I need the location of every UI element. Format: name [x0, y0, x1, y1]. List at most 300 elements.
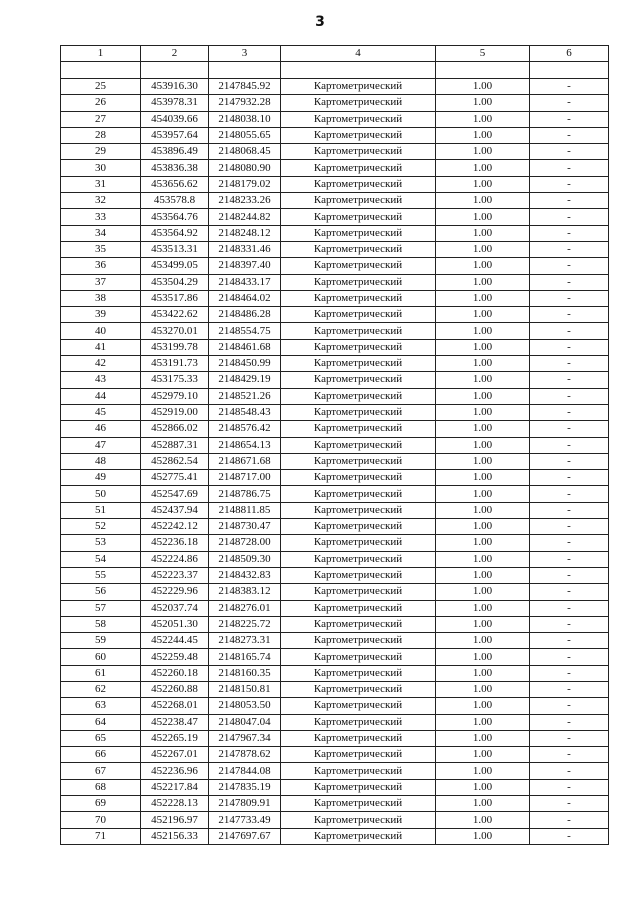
method-cell: Картометрический [281, 486, 436, 502]
x-coordinate-cell: 452217.84 [141, 779, 209, 795]
note-cell: - [530, 404, 609, 420]
y-coordinate-cell: 2147844.08 [209, 763, 281, 779]
point-number-cell: 38 [61, 290, 141, 306]
point-number-cell: 30 [61, 160, 141, 176]
y-coordinate-cell: 2148486.28 [209, 307, 281, 323]
method-cell: Картометрический [281, 144, 436, 160]
note-cell: - [530, 372, 609, 388]
point-number-cell: 48 [61, 453, 141, 469]
method-cell: Картометрический [281, 535, 436, 551]
method-cell: Картометрический [281, 127, 436, 143]
method-cell: Картометрический [281, 779, 436, 795]
y-coordinate-cell: 2147967.34 [209, 730, 281, 746]
method-cell: Картометрический [281, 828, 436, 844]
table-row [61, 763, 609, 779]
accuracy-cell: 1.00 [436, 730, 530, 746]
table-row [61, 616, 609, 632]
note-cell: - [530, 714, 609, 730]
note-cell: - [530, 144, 609, 160]
note-cell: - [530, 323, 609, 339]
method-cell: Картометрический [281, 763, 436, 779]
y-coordinate-cell: 2148053.50 [209, 698, 281, 714]
note-cell: - [530, 388, 609, 404]
x-coordinate-cell: 453836.38 [141, 160, 209, 176]
y-coordinate-cell: 2148038.10 [209, 111, 281, 127]
method-cell: Картометрический [281, 698, 436, 714]
accuracy-cell: 1.00 [436, 127, 530, 143]
y-coordinate-cell: 2147845.92 [209, 79, 281, 95]
note-cell: - [530, 584, 609, 600]
point-number-cell: 35 [61, 241, 141, 257]
point-number-cell: 51 [61, 502, 141, 518]
y-coordinate-cell: 2148671.68 [209, 453, 281, 469]
table-row [61, 681, 609, 697]
method-cell: Картометрический [281, 421, 436, 437]
y-coordinate-cell: 2148165.74 [209, 649, 281, 665]
accuracy-cell: 1.00 [436, 763, 530, 779]
table-row [61, 665, 609, 681]
accuracy-cell: 1.00 [436, 356, 530, 372]
method-cell: Картометрический [281, 193, 436, 209]
x-coordinate-cell: 452775.41 [141, 470, 209, 486]
x-coordinate-cell: 454039.66 [141, 111, 209, 127]
note-cell: - [530, 796, 609, 812]
table-row [61, 779, 609, 795]
table-header [61, 46, 609, 62]
x-coordinate-cell: 453978.31 [141, 95, 209, 111]
accuracy-cell: 1.00 [436, 584, 530, 600]
note-cell: - [530, 437, 609, 453]
x-coordinate-cell: 453199.78 [141, 339, 209, 355]
table-row [61, 372, 609, 388]
point-number-cell: 49 [61, 470, 141, 486]
method-cell: Картометрический [281, 339, 436, 355]
note-cell: - [530, 616, 609, 632]
x-coordinate-cell: 452259.48 [141, 649, 209, 665]
y-coordinate-cell: 2148554.75 [209, 323, 281, 339]
y-coordinate-cell: 2148055.65 [209, 127, 281, 143]
accuracy-cell: 1.00 [436, 176, 530, 192]
table-body [61, 62, 609, 845]
y-coordinate-cell: 2148244.82 [209, 209, 281, 225]
table-row [61, 421, 609, 437]
note-cell: - [530, 600, 609, 616]
point-number-cell: 57 [61, 600, 141, 616]
note-cell: - [530, 339, 609, 355]
y-coordinate-cell: 2148654.13 [209, 437, 281, 453]
method-cell: Картометрический [281, 502, 436, 518]
header-cell: 6 [530, 46, 609, 62]
accuracy-cell: 1.00 [436, 600, 530, 616]
y-coordinate-cell: 2148160.35 [209, 665, 281, 681]
empty-cell [436, 62, 530, 79]
note-cell: - [530, 356, 609, 372]
y-coordinate-cell: 2148461.68 [209, 339, 281, 355]
x-coordinate-cell: 453578.8 [141, 193, 209, 209]
method-cell: Картометрический [281, 323, 436, 339]
method-cell: Картометрический [281, 404, 436, 420]
table-row [61, 796, 609, 812]
table-row [61, 600, 609, 616]
empty-cell [530, 62, 609, 79]
y-coordinate-cell: 2148248.12 [209, 225, 281, 241]
x-coordinate-cell: 453564.76 [141, 209, 209, 225]
point-number-cell: 50 [61, 486, 141, 502]
y-coordinate-cell: 2148233.26 [209, 193, 281, 209]
note-cell: - [530, 193, 609, 209]
header-cell: 2 [141, 46, 209, 62]
point-number-cell: 67 [61, 763, 141, 779]
x-coordinate-cell: 452037.74 [141, 600, 209, 616]
point-number-cell: 68 [61, 779, 141, 795]
method-cell: Картометрический [281, 470, 436, 486]
point-number-cell: 44 [61, 388, 141, 404]
y-coordinate-cell: 2148276.01 [209, 600, 281, 616]
header-cell: 1 [61, 46, 141, 62]
note-cell: - [530, 567, 609, 583]
y-coordinate-cell: 2148450.99 [209, 356, 281, 372]
note-cell: - [530, 665, 609, 681]
x-coordinate-cell: 452238.47 [141, 714, 209, 730]
point-number-cell: 70 [61, 812, 141, 828]
accuracy-cell: 1.00 [436, 290, 530, 306]
method-cell: Картометрический [281, 372, 436, 388]
table-row [61, 111, 609, 127]
point-number-cell: 46 [61, 421, 141, 437]
method-cell: Картометрический [281, 584, 436, 600]
table-row [61, 437, 609, 453]
method-cell: Картометрический [281, 681, 436, 697]
accuracy-cell: 1.00 [436, 388, 530, 404]
point-number-cell: 64 [61, 714, 141, 730]
accuracy-cell: 1.00 [436, 372, 530, 388]
method-cell: Картометрический [281, 567, 436, 583]
empty-cell [141, 62, 209, 79]
x-coordinate-cell: 452547.69 [141, 486, 209, 502]
point-number-cell: 32 [61, 193, 141, 209]
note-cell: - [530, 209, 609, 225]
accuracy-cell: 1.00 [436, 519, 530, 535]
accuracy-cell: 1.00 [436, 437, 530, 453]
point-number-cell: 58 [61, 616, 141, 632]
method-cell: Картометрический [281, 176, 436, 192]
table-row [61, 633, 609, 649]
note-cell: - [530, 79, 609, 95]
y-coordinate-cell: 2147835.19 [209, 779, 281, 795]
point-number-cell: 56 [61, 584, 141, 600]
table-row [61, 241, 609, 257]
note-cell: - [530, 421, 609, 437]
accuracy-cell: 1.00 [436, 421, 530, 437]
x-coordinate-cell: 452260.18 [141, 665, 209, 681]
note-cell: - [530, 747, 609, 763]
y-coordinate-cell: 2148717.00 [209, 470, 281, 486]
x-coordinate-cell: 453504.29 [141, 274, 209, 290]
method-cell: Картометрический [281, 649, 436, 665]
x-coordinate-cell: 453422.62 [141, 307, 209, 323]
method-cell: Картометрический [281, 160, 436, 176]
method-cell: Картометрический [281, 388, 436, 404]
point-number-cell: 54 [61, 551, 141, 567]
accuracy-cell: 1.00 [436, 616, 530, 632]
accuracy-cell: 1.00 [436, 144, 530, 160]
point-number-cell: 63 [61, 698, 141, 714]
accuracy-cell: 1.00 [436, 274, 530, 290]
note-cell: - [530, 779, 609, 795]
page-number: 3 [315, 14, 325, 30]
point-number-cell: 37 [61, 274, 141, 290]
y-coordinate-cell: 2148730.47 [209, 519, 281, 535]
accuracy-cell: 1.00 [436, 649, 530, 665]
method-cell: Картометрический [281, 730, 436, 746]
note-cell: - [530, 535, 609, 551]
x-coordinate-cell: 453896.49 [141, 144, 209, 160]
method-cell: Картометрический [281, 209, 436, 225]
y-coordinate-cell: 2148432.83 [209, 567, 281, 583]
point-number-cell: 34 [61, 225, 141, 241]
point-number-cell: 36 [61, 258, 141, 274]
note-cell: - [530, 307, 609, 323]
coordinates-table [60, 45, 609, 845]
method-cell: Картометрический [281, 241, 436, 257]
table-row [61, 127, 609, 143]
accuracy-cell: 1.00 [436, 160, 530, 176]
table-row [61, 730, 609, 746]
table-row [61, 388, 609, 404]
table-row [61, 258, 609, 274]
x-coordinate-cell: 453175.33 [141, 372, 209, 388]
accuracy-cell: 1.00 [436, 535, 530, 551]
note-cell: - [530, 828, 609, 844]
note-cell: - [530, 95, 609, 111]
accuracy-cell: 1.00 [436, 225, 530, 241]
accuracy-cell: 1.00 [436, 193, 530, 209]
table-row [61, 404, 609, 420]
point-number-cell: 40 [61, 323, 141, 339]
x-coordinate-cell: 452236.18 [141, 535, 209, 551]
table-row [61, 453, 609, 469]
y-coordinate-cell: 2148728.00 [209, 535, 281, 551]
accuracy-cell: 1.00 [436, 404, 530, 420]
point-number-cell: 45 [61, 404, 141, 420]
accuracy-cell: 1.00 [436, 95, 530, 111]
accuracy-cell: 1.00 [436, 567, 530, 583]
x-coordinate-cell: 452156.33 [141, 828, 209, 844]
point-number-cell: 66 [61, 747, 141, 763]
note-cell: - [530, 241, 609, 257]
note-cell: - [530, 698, 609, 714]
method-cell: Картометрический [281, 437, 436, 453]
point-number-cell: 55 [61, 567, 141, 583]
accuracy-cell: 1.00 [436, 681, 530, 697]
method-cell: Картометрический [281, 796, 436, 812]
note-cell: - [530, 258, 609, 274]
y-coordinate-cell: 2148047.04 [209, 714, 281, 730]
table-row [61, 225, 609, 241]
method-cell: Картометрический [281, 616, 436, 632]
point-number-cell: 61 [61, 665, 141, 681]
point-number-cell: 65 [61, 730, 141, 746]
y-coordinate-cell: 2148179.02 [209, 176, 281, 192]
x-coordinate-cell: 452229.96 [141, 584, 209, 600]
method-cell: Картометрический [281, 812, 436, 828]
y-coordinate-cell: 2147878.62 [209, 747, 281, 763]
note-cell: - [530, 633, 609, 649]
accuracy-cell: 1.00 [436, 747, 530, 763]
accuracy-cell: 1.00 [436, 111, 530, 127]
table-row [61, 79, 609, 95]
note-cell: - [530, 274, 609, 290]
table-row [61, 144, 609, 160]
x-coordinate-cell: 452866.02 [141, 421, 209, 437]
point-number-cell: 60 [61, 649, 141, 665]
method-cell: Картометрический [281, 79, 436, 95]
y-coordinate-cell: 2148429.19 [209, 372, 281, 388]
table-row [61, 551, 609, 567]
accuracy-cell: 1.00 [436, 470, 530, 486]
point-number-cell: 69 [61, 796, 141, 812]
note-cell: - [530, 176, 609, 192]
x-coordinate-cell: 453957.64 [141, 127, 209, 143]
table-row [61, 470, 609, 486]
method-cell: Картометрический [281, 714, 436, 730]
header-cell: 4 [281, 46, 436, 62]
table-row [61, 323, 609, 339]
x-coordinate-cell: 452862.54 [141, 453, 209, 469]
empty-cell [61, 62, 141, 79]
accuracy-cell: 1.00 [436, 779, 530, 795]
x-coordinate-cell: 452979.10 [141, 388, 209, 404]
point-number-cell: 59 [61, 633, 141, 649]
method-cell: Картометрический [281, 307, 436, 323]
note-cell: - [530, 763, 609, 779]
table-row [61, 747, 609, 763]
note-cell: - [530, 290, 609, 306]
note-cell: - [530, 127, 609, 143]
x-coordinate-cell: 452224.86 [141, 551, 209, 567]
note-cell: - [530, 681, 609, 697]
note-cell: - [530, 160, 609, 176]
y-coordinate-cell: 2148225.72 [209, 616, 281, 632]
accuracy-cell: 1.00 [436, 241, 530, 257]
table-row [61, 584, 609, 600]
y-coordinate-cell: 2148786.75 [209, 486, 281, 502]
point-number-cell: 53 [61, 535, 141, 551]
x-coordinate-cell: 453270.01 [141, 323, 209, 339]
method-cell: Картометрический [281, 551, 436, 567]
note-cell: - [530, 111, 609, 127]
note-cell: - [530, 502, 609, 518]
point-number-cell: 47 [61, 437, 141, 453]
table-row [61, 290, 609, 306]
y-coordinate-cell: 2148273.31 [209, 633, 281, 649]
x-coordinate-cell: 453517.86 [141, 290, 209, 306]
accuracy-cell: 1.00 [436, 323, 530, 339]
x-coordinate-cell: 452228.13 [141, 796, 209, 812]
accuracy-cell: 1.00 [436, 812, 530, 828]
point-number-cell: 62 [61, 681, 141, 697]
point-number-cell: 39 [61, 307, 141, 323]
header-cell: 3 [209, 46, 281, 62]
accuracy-cell: 1.00 [436, 307, 530, 323]
y-coordinate-cell: 2148331.46 [209, 241, 281, 257]
x-coordinate-cell: 452265.19 [141, 730, 209, 746]
accuracy-cell: 1.00 [436, 551, 530, 567]
x-coordinate-cell: 452196.97 [141, 812, 209, 828]
accuracy-cell: 1.00 [436, 79, 530, 95]
accuracy-cell: 1.00 [436, 828, 530, 844]
note-cell: - [530, 812, 609, 828]
method-cell: Картометрический [281, 633, 436, 649]
table-row [61, 714, 609, 730]
method-cell: Картометрический [281, 747, 436, 763]
x-coordinate-cell: 452242.12 [141, 519, 209, 535]
x-coordinate-cell: 453191.73 [141, 356, 209, 372]
table-row [61, 502, 609, 518]
accuracy-cell: 1.00 [436, 796, 530, 812]
x-coordinate-cell: 453656.62 [141, 176, 209, 192]
y-coordinate-cell: 2148576.42 [209, 421, 281, 437]
table-row [61, 209, 609, 225]
y-coordinate-cell: 2148811.85 [209, 502, 281, 518]
note-cell: - [530, 453, 609, 469]
accuracy-cell: 1.00 [436, 665, 530, 681]
header-cell: 5 [436, 46, 530, 62]
accuracy-cell: 1.00 [436, 486, 530, 502]
note-cell: - [530, 470, 609, 486]
note-cell: - [530, 519, 609, 535]
empty-row [61, 62, 609, 79]
accuracy-cell: 1.00 [436, 453, 530, 469]
y-coordinate-cell: 2147733.49 [209, 812, 281, 828]
x-coordinate-cell: 453513.31 [141, 241, 209, 257]
method-cell: Картометрический [281, 453, 436, 469]
x-coordinate-cell: 453499.05 [141, 258, 209, 274]
table-row [61, 176, 609, 192]
point-number-cell: 41 [61, 339, 141, 355]
table-row [61, 828, 609, 844]
table-row [61, 649, 609, 665]
y-coordinate-cell: 2148509.30 [209, 551, 281, 567]
y-coordinate-cell: 2148150.81 [209, 681, 281, 697]
x-coordinate-cell: 453564.92 [141, 225, 209, 241]
accuracy-cell: 1.00 [436, 502, 530, 518]
table-row [61, 193, 609, 209]
y-coordinate-cell: 2148068.45 [209, 144, 281, 160]
point-number-cell: 29 [61, 144, 141, 160]
method-cell: Картометрический [281, 111, 436, 127]
header-row [61, 46, 609, 62]
table-row [61, 95, 609, 111]
y-coordinate-cell: 2148080.90 [209, 160, 281, 176]
y-coordinate-cell: 2148548.43 [209, 404, 281, 420]
note-cell: - [530, 730, 609, 746]
point-number-cell: 52 [61, 519, 141, 535]
x-coordinate-cell: 452236.96 [141, 763, 209, 779]
empty-cell [281, 62, 436, 79]
method-cell: Картометрический [281, 356, 436, 372]
point-number-cell: 71 [61, 828, 141, 844]
x-coordinate-cell: 452260.88 [141, 681, 209, 697]
note-cell: - [530, 551, 609, 567]
y-coordinate-cell: 2147697.67 [209, 828, 281, 844]
table-row [61, 486, 609, 502]
y-coordinate-cell: 2148397.40 [209, 258, 281, 274]
method-cell: Картометрический [281, 519, 436, 535]
accuracy-cell: 1.00 [436, 258, 530, 274]
x-coordinate-cell: 453916.30 [141, 79, 209, 95]
method-cell: Картометрический [281, 665, 436, 681]
